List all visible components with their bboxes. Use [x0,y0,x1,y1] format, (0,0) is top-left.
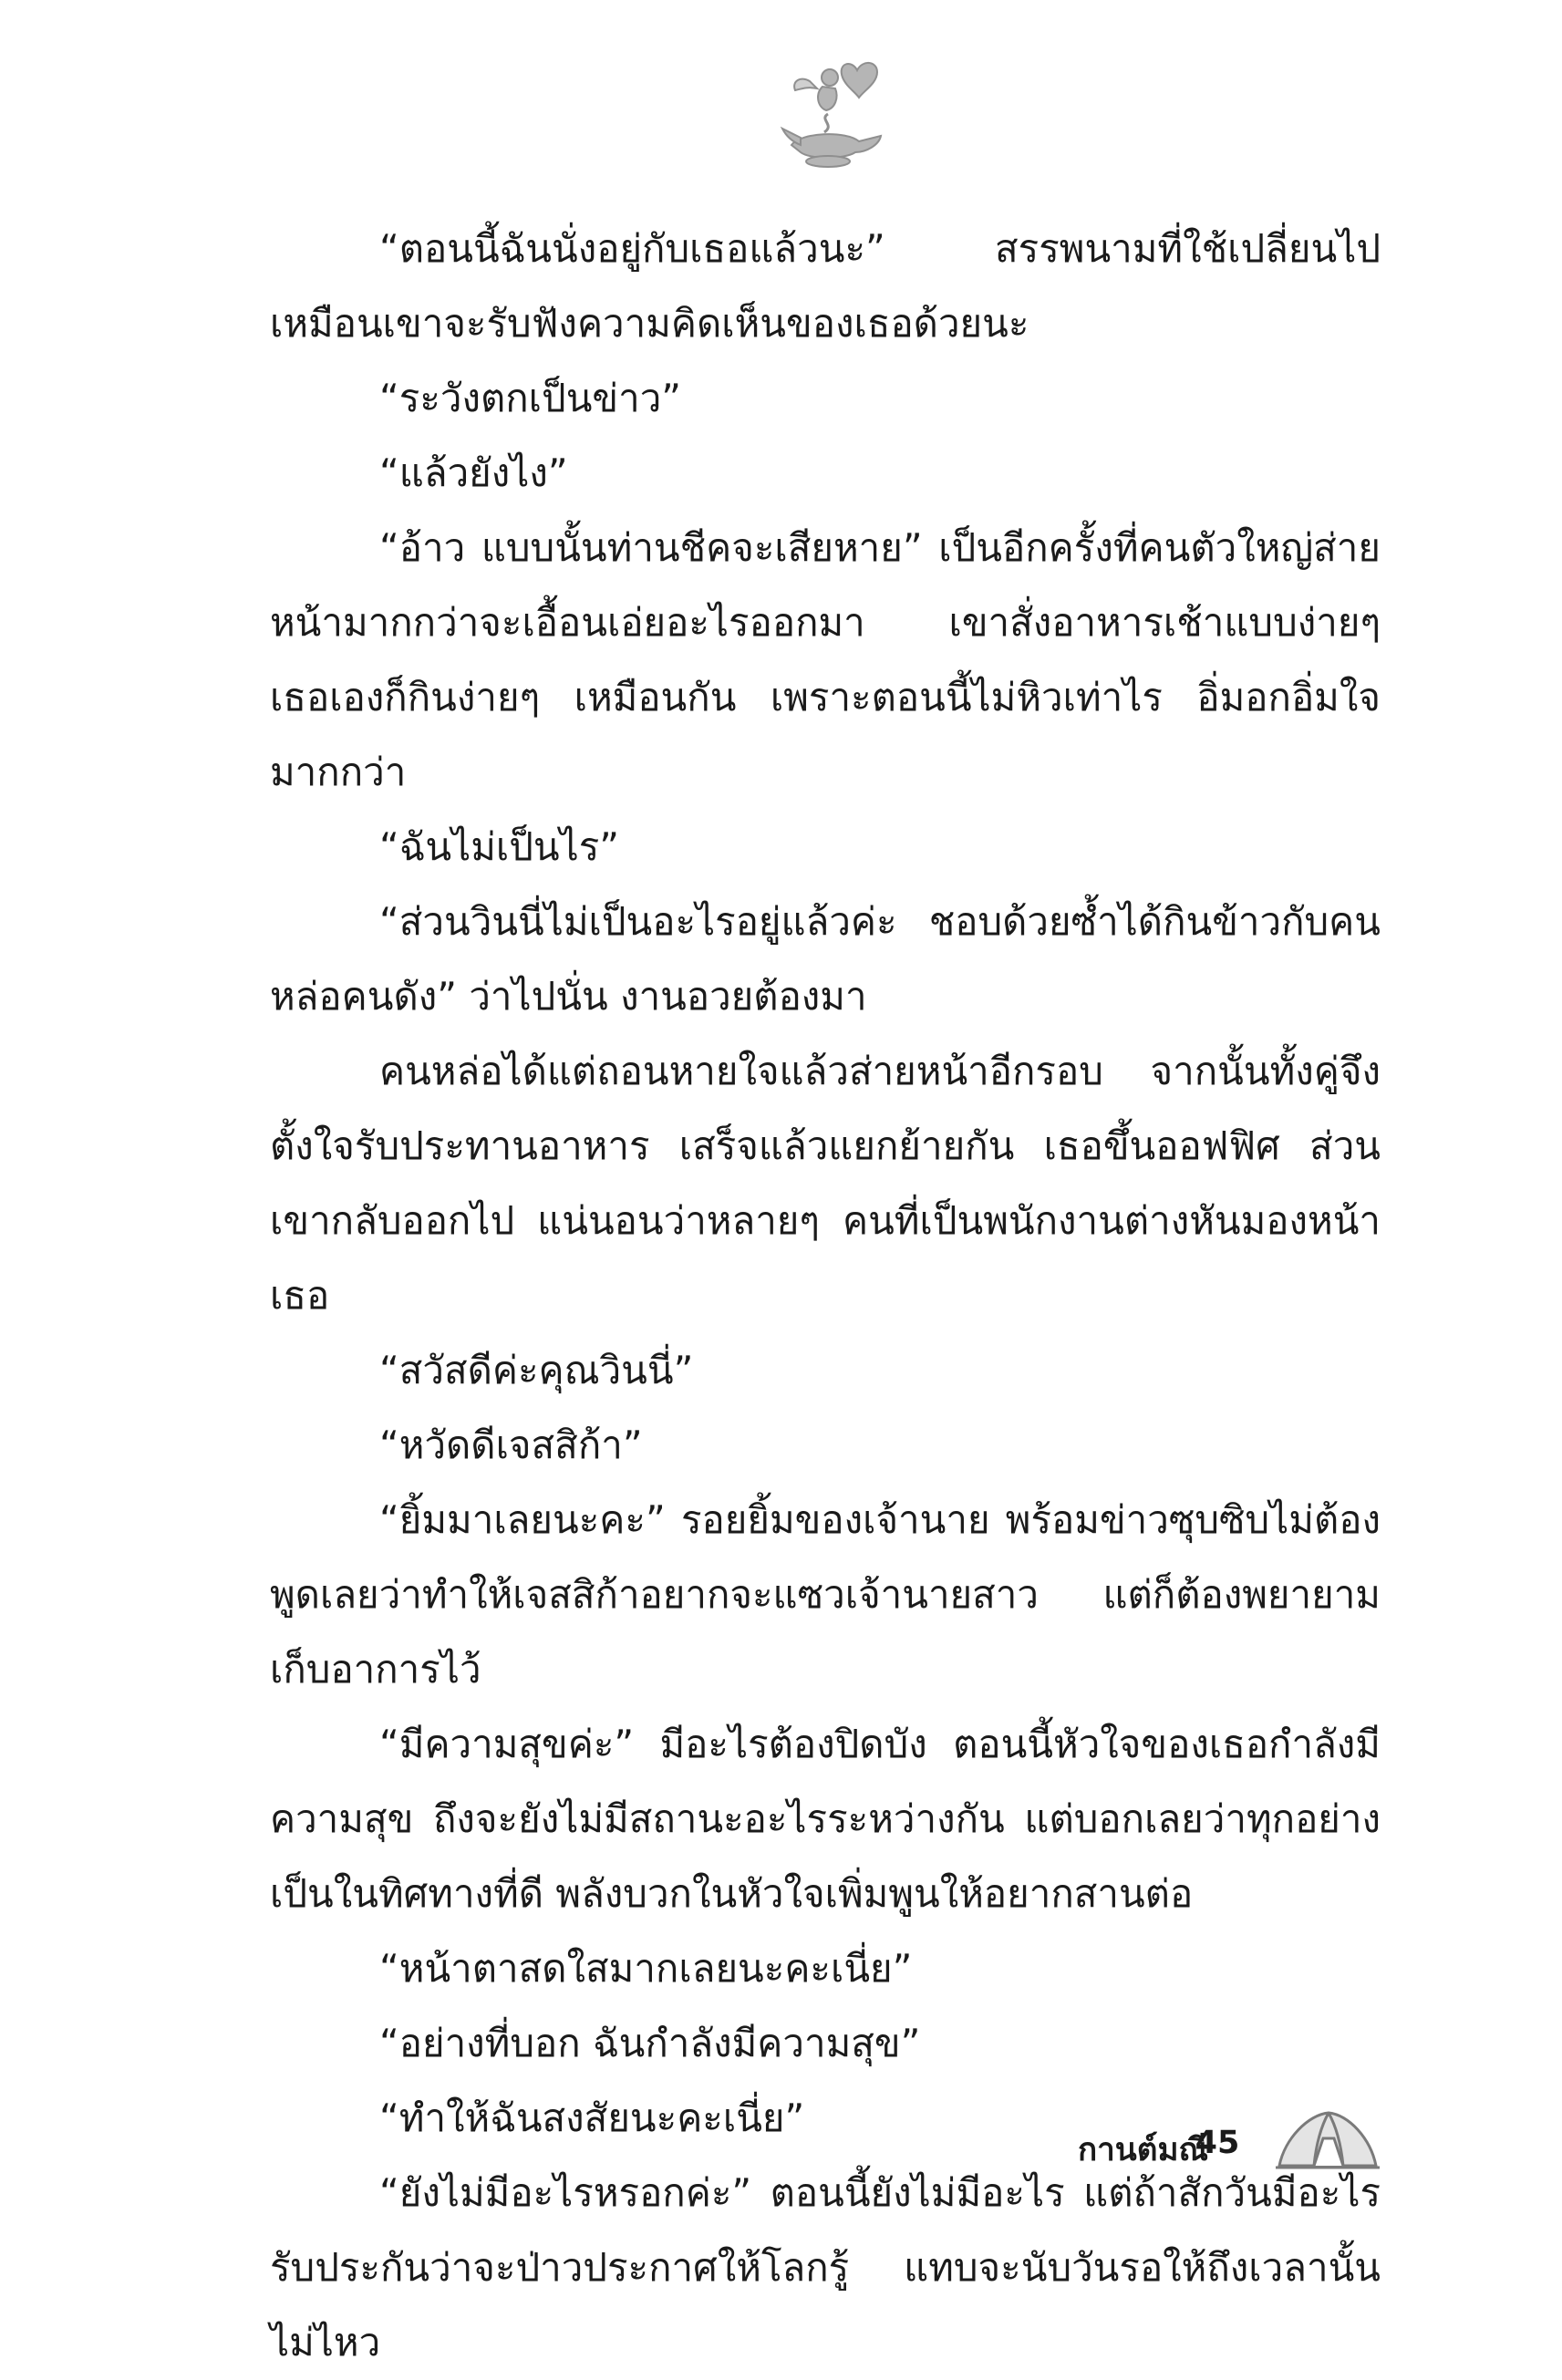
paragraph: “ยังไม่มีอะไรหรอกค่ะ” ตอนนี้ยังไม่มีอะไร แต่ถ้าสักวันมีอะไรรับประกันว่าจะป่าวประกาศให้โลกรู้ แทบจะนับวันรอให้ถึงเวลานั้นไม่ไหว [270,2170,1381,2364]
paragraph: “อย่างที่บอก ฉันกำลังมีความสุข” [379,2021,921,2065]
paragraph: “แล้วยังไง” [379,450,568,495]
footer-title: กานต์มณี [1077,2132,1208,2168]
paragraph: “ตอนนี้ฉันนั่งอยู่กับเธอแล้วนะ” สรรพนามที่ใช้เปลี่ยนไป เหมือนเขาจะรับฟังความคิดเห็นของเธอด้วยนะ [270,226,1381,346]
paragraph: “หน้าตาสดใสมากเลยนะคะเนี่ย” [379,1946,913,1991]
paragraph: “มีความสุขค่ะ” มีอะไรต้องปิดบัง ตอนนี้หัวใจของเธอกำลังมีความสุข ถึงจะยังไม่มีสถานะอะไรระหว่างกัน แต่บอกเลยว่าทุกอย่างเป็นในทิศทางที่ดี พลังบวกในหัวใจเพิ่มพูนให้อยากสานต่อ [270,1722,1381,1916]
paragraph: “ทำให้ฉันสงสัยนะคะเนี่ย” [379,2095,805,2140]
paragraph: “ยิ้มมาเลยนะคะ” รอยยิ้มของเจ้านาย พร้อมข่าวซุบซิบไม่ต้องพูดเลยว่าทำให้เจสสิก้าอยากจะแซวเจ้านายสาว แต่ก็ต้องพยายามเก็บอาการไว้ [270,1497,1381,1692]
paragraph: “ส่วนวินนี่ไม่เป็นอะไรอยู่แล้วค่ะ ชอบด้วยซ้ำได้กินข้าวกับคนหล่อคนดัง” ว่าไปนั่น งานอวยต้องมา [270,899,1381,1019]
paragraph: “หวัดดีเจสสิก้า” [379,1423,643,1467]
paragraph: “สวัสดีค่ะคุณวินนี่” [379,1348,694,1392]
page-body [270,212,1381,2380]
page-number: 45 [1195,2125,1240,2161]
cupid-genie-lamp-icon [764,50,892,178]
paragraph: “ระวังตกเป็นข่าว” [379,376,682,420]
paragraph: “ฉันไม่เป็นไร” [379,824,620,869]
tent-icon [1272,2102,1381,2175]
paragraph: “อ้าว แบบนั้นท่านชีคจะเสียหาย” เป็นอีกครั้งที่คนตัวใหญ่ส่ายหน้ามากกว่าจะเอื้อนเอ่ยอะไรออกมา เขาสั่งอาหารเช้าแบบง่ายๆ เธอเองก็กินง่ายๆ เหมือนกัน เพราะตอนนี้ไม่หิวเท่าไร อิ่มอกอิ่มใจมากกว่า [270,525,1381,794]
paragraph: คนหล่อได้แต่ถอนหายใจแล้วส่ายหน้าอีกรอบ จากนั้นทั้งคู่จึงตั้งใจรับประทานอาหาร เสร็จแล้วแยกย้ายกัน เธอขึ้นออฟฟิศ ส่วนเขากลับออกไป แน่นอนว่าหลายๆ คนที่เป็นพนักงานต่างหันมองหน้าเธอ [270,1049,1381,1318]
